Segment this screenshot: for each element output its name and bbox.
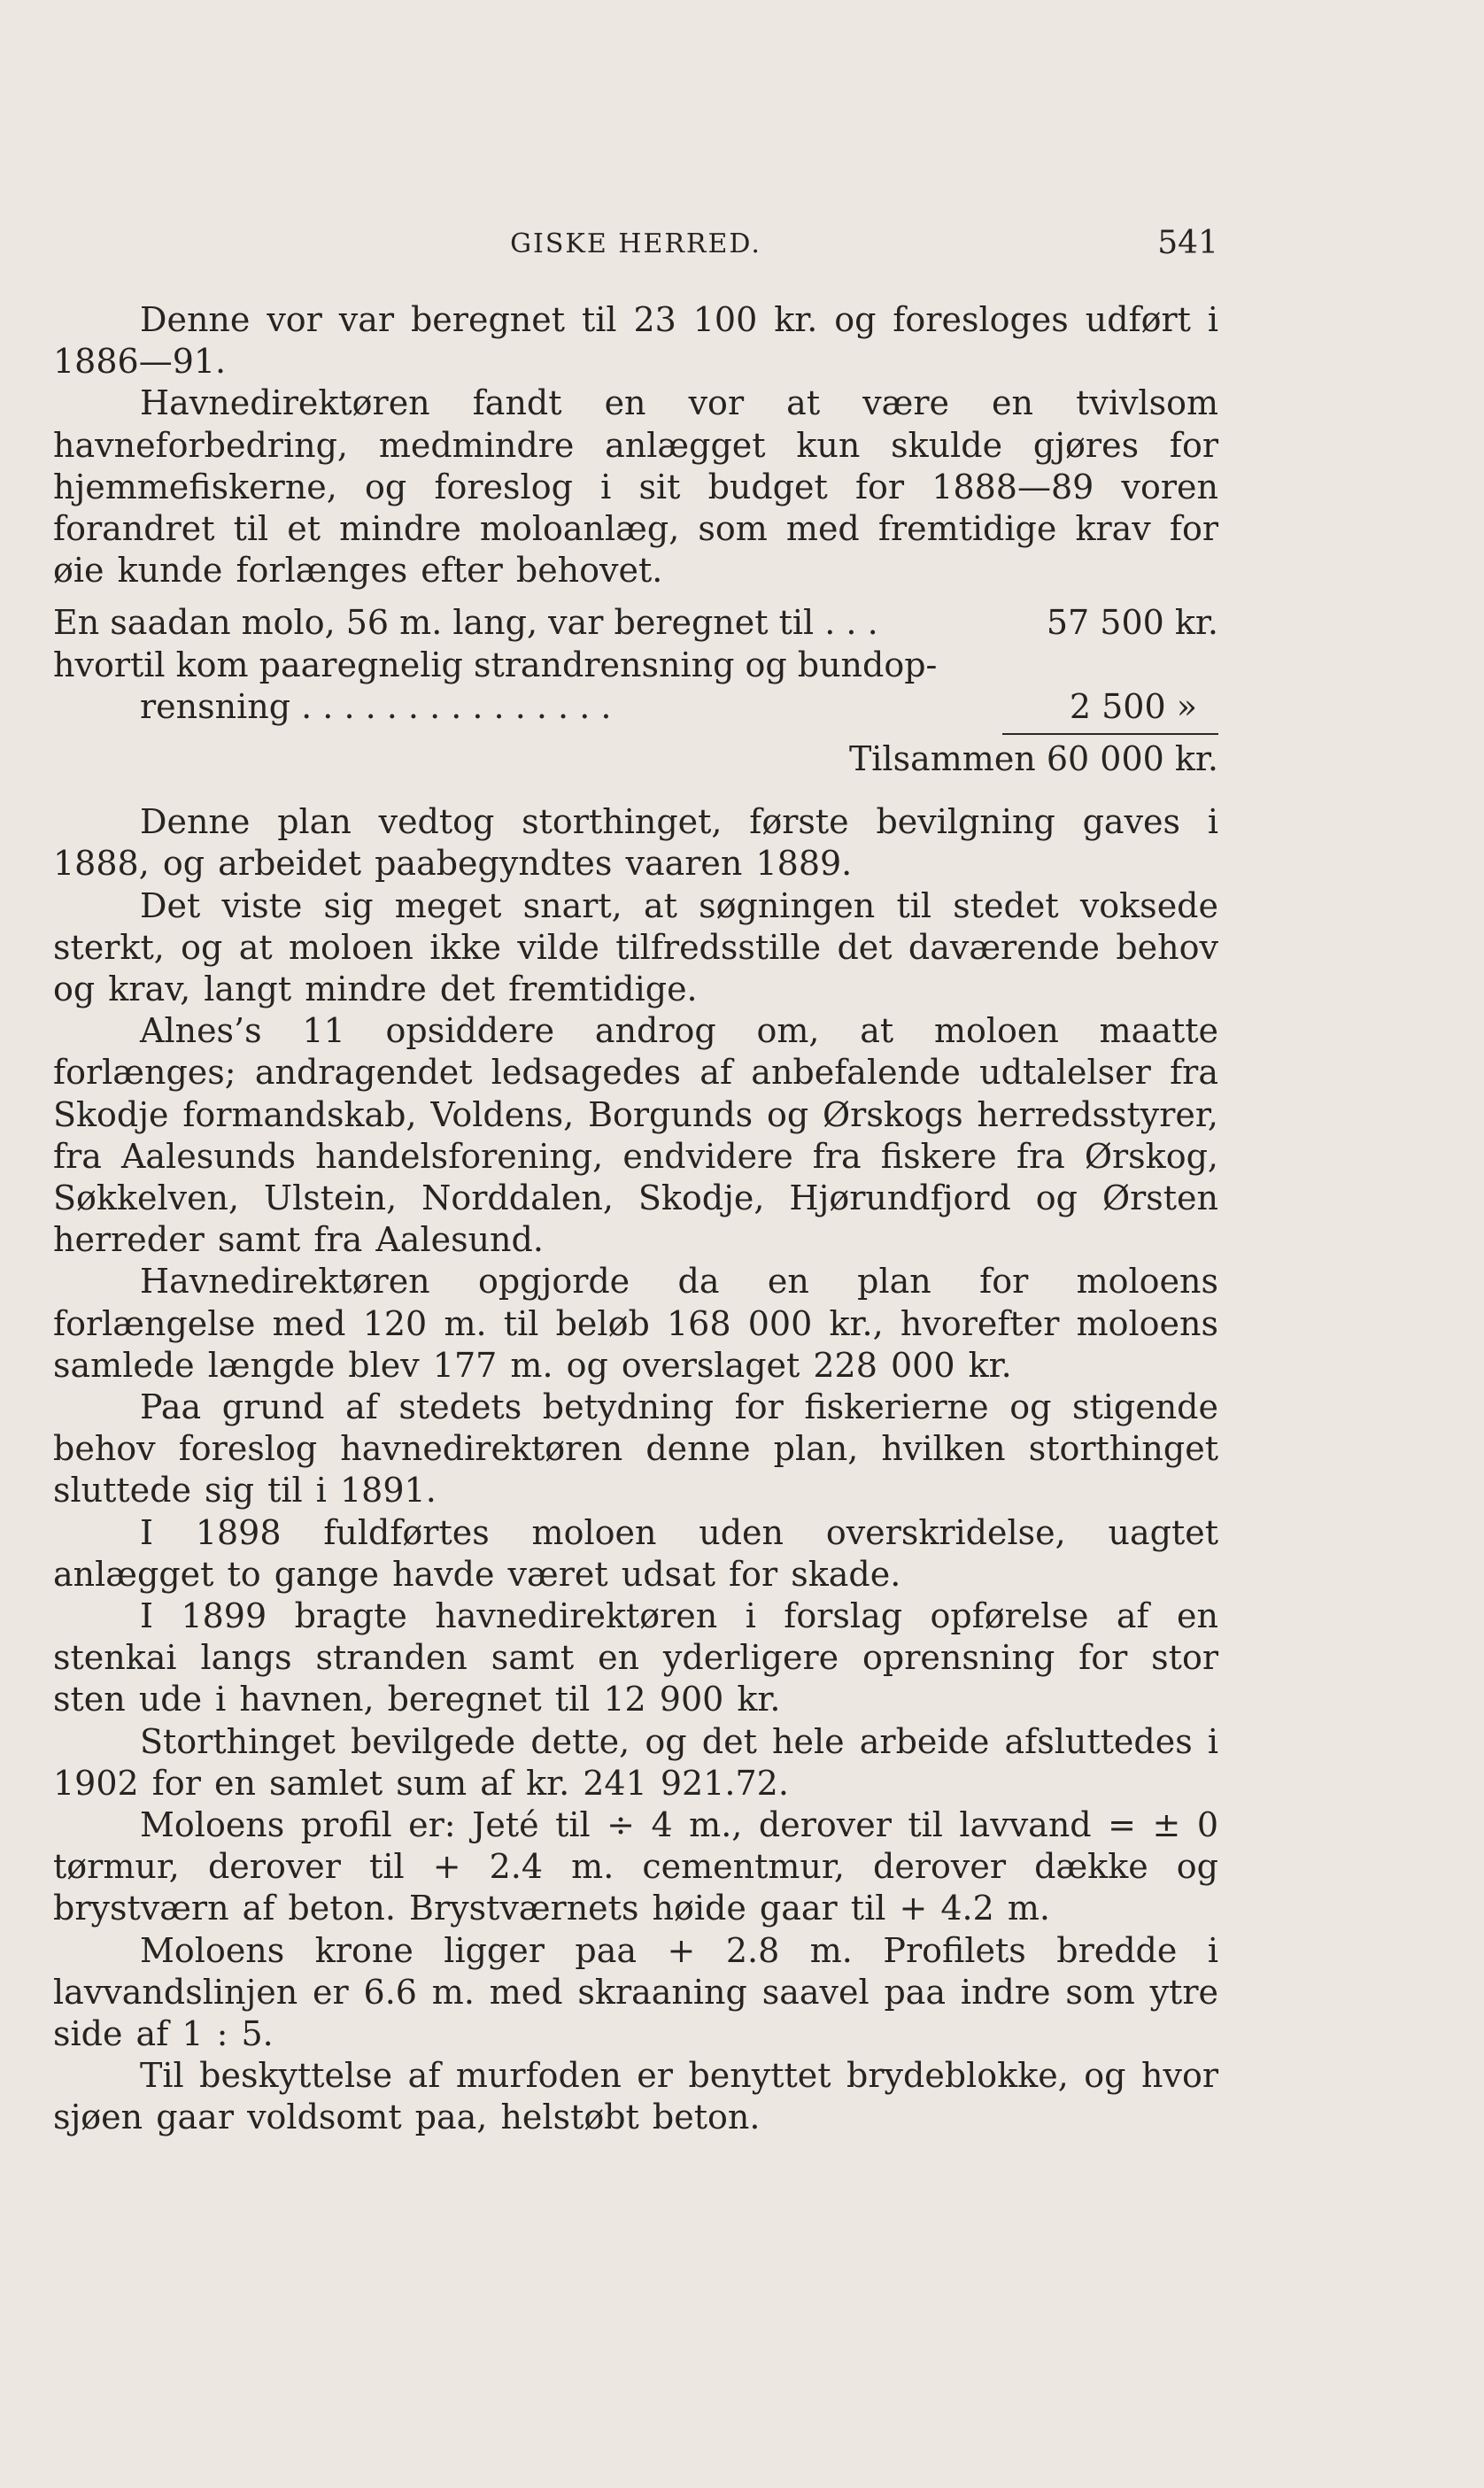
paragraph: Havnedirektøren fandt en vor at være en tvivlsom havneforbedring, medmindre anlægget kun skulde gjøres for hjemmefiskerne, og foreslog i sit budget for 1888—89 voren forandret til et mindre moloanlæg, som med fremtidige krav for øie kunde forlænges efter behovet.	[53, 383, 1218, 591]
calc-row-rensning	[53, 645, 1218, 686]
paragraph: Paa grund af stedets betydning for fiskerierne og stigende behov foreslog havnedirektøren denne plan, hvilken storthinget sluttede sig til i 1891.	[53, 1387, 1218, 1511]
paragraph: Denne plan vedtog storthinget, første bevilgning gaves i 1888, og arbeidet paabegyndtes vaaren 1889.	[53, 802, 1218, 884]
calc-label: En saadan molo, 56 m. lang, var beregnet til . . .	[53, 603, 878, 643]
calc-amount: 57 500 kr.	[1046, 603, 1218, 643]
calc-row-molo	[53, 602, 1218, 644]
paragraph: Alnes’s 11 opsiddere androg om, at moloen maatte forlænges; andragendet ledsagedes af anbefalende udtalelser fra Skodje formandskab, Voldens, Borgunds og Ørskogs herredsstyrer, fra Aalesunds handelsforening, endvidere fra fiskere fra Ørskog, Søkkelven, Ulstein, Norddalen, Skodje, Hjørundfjord og Ørsten herreder samt fra Aalesund.	[53, 1011, 1218, 1260]
paragraph: I 1899 bragte havnedirektøren i forslag opførelse af en stenkai langs stranden samt en yderligere oprensning for stor sten ude i havnen, beregnet til 12 900 kr.	[53, 1596, 1218, 1719]
paragraph: Moloens profil er: Jeté til ÷ 4 m., derover til lavvand = ± 0 tørmur, derover til + 2.4 m. cementmur, derover dække og brystværn af beton. Brystværnets høide gaar til + 4.2 m.	[53, 1805, 1218, 1928]
paragraph: Storthinget bevilgede dette, og det hele arbeide afsluttedes i 1902 for en samlet sum af kr. 241 921.72.	[53, 1721, 1218, 1803]
paragraph: Denne vor var beregnet til 23 100 kr. og foresloges udført i 1886—91.	[53, 300, 1218, 382]
paragraph: Havnedirektøren opgjorde da en plan for moloens forlængelse med 120 m. til beløb 168 000 kr., hvorefter moloens samlede længde blev 177 m. og overslaget 228 000 kr.	[53, 1262, 1218, 1385]
cost-calculation	[53, 602, 1218, 780]
paragraph: Det viste sig meget snart, at søgningen til stedet voksede sterkt, og at moloen ikke vilde tilfredsstille det daværende behov og krav, langt mindre det fremtidige.	[53, 885, 1218, 1008]
body-text	[53, 299, 1218, 2139]
page-number: 541	[1157, 225, 1218, 261]
paragraph: Til beskyttelse af murfoden er benyttet brydeblokke, og hvor sjøen gaar voldsomt paa, helstøbt beton.	[53, 2056, 1218, 2137]
calc-label: hvortil kom paaregnelig strandrensning og bundop-	[53, 645, 938, 684]
page-header	[53, 225, 1218, 273]
paragraph: Moloens krone ligger paa + 2.8 m. Profilets bredde i lavvandslinjen er 6.6 m. med skraaning saavel paa indre som ytre side af 1 : 5.	[53, 1930, 1218, 2054]
calc-amount: 2 500 »	[1069, 686, 1197, 726]
calc-label: rensning . . . . . . . . . . . . . . .	[140, 686, 612, 726]
running-title: GISKE HERRED.	[510, 228, 761, 259]
paragraph: I 1898 fuldførtes moloen uden overskridelse, uagtet anlægget to gange havde været udsat for skade.	[53, 1512, 1218, 1594]
sum-rule	[1002, 733, 1218, 735]
calc-row-rensning-cont	[53, 686, 1218, 728]
calc-total: Tilsammen 60 000 kr.	[848, 738, 1218, 778]
